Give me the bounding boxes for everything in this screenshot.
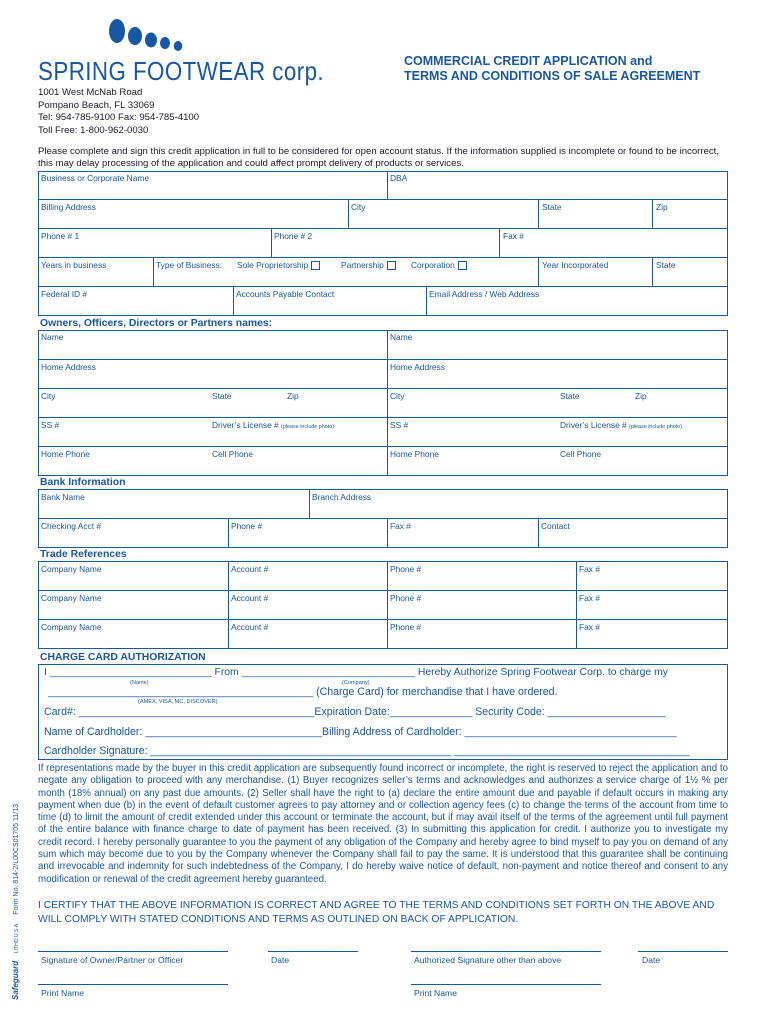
company-address xyxy=(38,87,199,137)
branch-address-field[interactable] xyxy=(309,489,728,519)
trade3-fax-label: Fax # xyxy=(579,622,600,632)
owner2-state-label: State xyxy=(560,391,580,401)
charge-heading: CHARGE CARD AUTHORIZATION xyxy=(40,652,206,663)
side-form-info xyxy=(11,804,20,1000)
charge-line-signature[interactable]: Cardholder Signature: ___________________________________________________ ________________________________________ xyxy=(44,745,690,757)
incorporation-state-label: State xyxy=(656,260,676,270)
sole-label: Sole Proprietorship xyxy=(237,260,309,270)
owner1-ss-label: SS # xyxy=(41,420,60,430)
owner-signature-label: Signature of Owner/Partner or Officer xyxy=(41,955,184,965)
dba-field[interactable] xyxy=(387,171,728,200)
charge-line-cardholder[interactable]: Name of Cardholder: ______________________________Billing Address of Cardholder: ____________________________________ xyxy=(44,726,677,738)
safeguard-logo-text: Safeguard xyxy=(11,960,20,1000)
branch-address-label: Branch Address xyxy=(312,492,372,502)
sole-option[interactable] xyxy=(237,260,320,270)
certification-text: I CERTIFY THAT THE ABOVE INFORMATION IS CORRECT AND AGREE TO THE TERMS AND CONDITIONS SET FORTH ON THE ABOVE AND WILL COMPLY WITH STATED CONDITIONS AND TERMS AS OUTLINED ON BACK OF APPLICATION. xyxy=(38,900,715,925)
address-line: Toll Free: 1-800-962-0030 xyxy=(38,124,149,136)
owner2-home-address-label: Home Address xyxy=(390,362,445,372)
company-name: SPRING FOOTWEAR corp. xyxy=(38,56,325,86)
owner2-home-phone-label: Home Phone xyxy=(390,449,439,459)
state-label: State xyxy=(542,202,562,212)
trade2-account-label: Account # xyxy=(231,593,269,603)
caption-card-types: (AMEX, VISA, MC, DISCOVER) xyxy=(138,699,218,705)
owner2-name-field[interactable] xyxy=(387,330,728,360)
federal-id-label: Federal ID # xyxy=(41,289,88,299)
fax-label: Fax # xyxy=(503,231,524,241)
owner2-dl-note: (please include photo) xyxy=(629,424,683,430)
bank-contact-label: Contact xyxy=(541,521,570,531)
phone1-label: Phone # 1 xyxy=(41,231,80,241)
date1-label: Date xyxy=(271,955,290,965)
trade3-company-label: Company Name xyxy=(41,622,102,632)
bank-name-label: Bank Name xyxy=(41,492,85,502)
terms-text: If representations made by the buyer in this credit application are subsequently found incorrect or incomplete, the right is reserved to reject the application and to negate any obligation to proceed with any merchandise. (1) Buyer recognizes seller’s terms and acknowledges and authorizes a service charge of 1½ % per month (18% annual) on any past due amounts. (2) Seller shall have the right to (a) declare the entire amount due and payable if default occurs in making any payment when due (b) in the event of default customer agrees to pay attorney and or collection agency fees (c) to change the terms of the account from time to time (d) to limit the amount of credit extended under this account or terminate the account, but if may avail itself of the terms of the agreement until full payment of the entire balance with finance charge to date of payment has been received. (3) In submitting this application for credit. I authorize you to investigate my credit record. I hereby personally guarantee to you the payment of any obligation of the Company and hereby agree to bind myself to pay you on demand of any sum which may become due to you by the Company whenever the Company shall fail to pay the same. It is understood that this guarantee shall be continuing and irrevocable and indemnity for such indebtedness of the Company, I do hereby waive notice of default, non-payment and notice thereof and consent to any modification or renewal of the credit agreement hereby guaranteed. xyxy=(38,763,728,885)
corporation-checkbox[interactable] xyxy=(458,261,467,270)
trade2-phone-label: Phone # xyxy=(390,593,422,603)
authorized-signature-label: Authorized Signature other than above xyxy=(414,955,562,965)
intro-text: Please complete and sign this credit application in full to be considered for open account status. If the information supplied is incomplete or found to be incorrect, this may delay processing of the application and could affect prompt delivery of products or services. xyxy=(38,146,720,169)
owner2-city-label: City xyxy=(390,391,405,401)
fax-field[interactable] xyxy=(499,228,728,258)
billing-address-label: Billing Address xyxy=(41,202,96,212)
owner2-city-state-zip-field[interactable] xyxy=(387,388,728,418)
date2-line[interactable] xyxy=(638,951,728,952)
trade-heading: Trade References xyxy=(40,549,127,560)
print-name2-line[interactable] xyxy=(411,984,601,985)
form-number: Form No. 814-2/L00CS01705 11/13 xyxy=(13,803,20,915)
zip-label: Zip xyxy=(656,202,668,212)
charge-line-name-company[interactable]: I ____________________________ From ______________________________ Hereby Authorize Spring Footwear Corp. to charge my xyxy=(44,667,668,678)
trade2-company-label: Company Name xyxy=(41,593,102,603)
corporation-label: Corporation xyxy=(411,260,455,270)
owner2-zip-label: Zip xyxy=(635,391,647,401)
year-incorporated-label: Year Incorporated xyxy=(542,260,609,270)
owner2-cell-phone-label: Cell Phone xyxy=(560,449,601,459)
bank-heading: Bank Information xyxy=(40,477,126,488)
date2-label: Date xyxy=(642,955,661,965)
caption-company: (Company) xyxy=(342,680,370,686)
address-line: 1001 West McNab Road xyxy=(38,87,143,98)
owner1-name-label: Name xyxy=(41,332,64,342)
ap-contact-label: Accounts Payable Contact xyxy=(236,289,335,299)
owner1-state-label: State xyxy=(212,391,232,401)
printed-note: LITHO U.S.A. xyxy=(14,922,20,954)
partnership-checkbox[interactable] xyxy=(387,261,396,270)
owner1-home-phone-label: Home Phone xyxy=(41,449,90,459)
owner1-city-label: City xyxy=(41,391,56,401)
owner1-home-address-label: Home Address xyxy=(41,362,96,372)
authorized-signature-line[interactable] xyxy=(411,951,601,952)
date1-line[interactable] xyxy=(268,951,358,952)
corporation-option[interactable] xyxy=(411,260,467,270)
owner1-zip-label: Zip xyxy=(287,391,299,401)
form-title-line-1: COMMERCIAL CREDIT APPLICATION and xyxy=(404,54,653,68)
print-name1-label: Print Name xyxy=(41,988,84,998)
form-title-line-2: TERMS AND CONDITIONS OF SALE AGREEMENT xyxy=(404,69,701,83)
city-field[interactable] xyxy=(348,199,539,229)
bank-phone-label: Phone # xyxy=(231,521,263,531)
sole-checkbox[interactable] xyxy=(311,261,320,270)
dba-label: DBA xyxy=(390,173,408,183)
phone2-label: Phone # 2 xyxy=(274,231,313,241)
years-label: Years in business xyxy=(41,260,107,270)
address-line: Tel: 954-785-9100 Fax: 954-785-4100 xyxy=(38,112,200,123)
business-type-label: Type of Business: xyxy=(156,260,223,270)
owner1-dl-text: Driver’s License # xyxy=(212,420,279,430)
trade1-fax-label: Fax # xyxy=(579,564,600,574)
checking-label: Checking Acct # xyxy=(41,521,102,531)
charge-line-card-type[interactable]: _____________________________________________ (Charge Card) for merchandise that I have ordered. xyxy=(48,686,558,698)
trade3-phone-label: Phone # xyxy=(390,622,422,632)
charge-line-card-number[interactable]: Card#: ________________________________________Expiration Date:______________ Security Code: ____________________ xyxy=(44,706,666,718)
partnership-label: Partnership xyxy=(341,260,384,270)
owner2-name-label: Name xyxy=(390,332,413,342)
trade3-account-label: Account # xyxy=(231,622,269,632)
owners-heading: Owners, Officers, Directors or Partners names: xyxy=(40,318,273,329)
caption-name: (Name) xyxy=(130,680,149,686)
print-name1-line[interactable] xyxy=(38,984,228,985)
owner-signature-line[interactable] xyxy=(38,951,228,952)
trade2-fax-label: Fax # xyxy=(579,593,600,603)
owner1-dl-note: (please include photo) xyxy=(281,424,335,430)
owner1-dl-label xyxy=(212,420,334,430)
bank-fax-label: Fax # xyxy=(390,521,411,531)
owner2-dl-label xyxy=(560,420,682,430)
trade1-company-label: Company Name xyxy=(41,564,102,574)
trade1-phone-label: Phone # xyxy=(390,564,422,574)
partnership-option[interactable] xyxy=(341,260,396,270)
owner1-cell-phone-label: Cell Phone xyxy=(212,449,253,459)
email-web-label: Email Address / Web Address xyxy=(429,289,540,299)
business-name-label: Business or Corporate Name xyxy=(41,173,149,183)
print-name2-label: Print Name xyxy=(414,988,457,998)
city-label: City xyxy=(351,202,366,212)
owner2-ss-label: SS # xyxy=(390,420,409,430)
footprint-logo-icon xyxy=(108,18,188,54)
address-line: Pompano Beach, FL 33069 xyxy=(38,99,155,111)
owner2-dl-text: Driver’s License # xyxy=(560,420,627,430)
form-title xyxy=(404,54,700,84)
trade1-account-label: Account # xyxy=(231,564,269,574)
owner1-name-field[interactable] xyxy=(38,330,388,360)
